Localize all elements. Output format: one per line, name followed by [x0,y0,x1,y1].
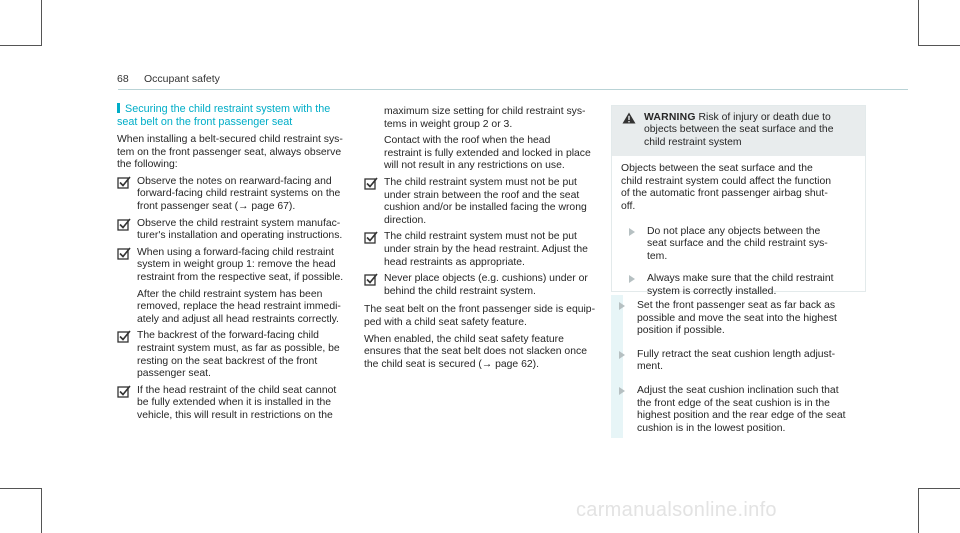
text-line: When installing a belt-secured child restraint sys- [117,134,343,145]
text-line: system in weight group 1: remove the head [137,259,336,271]
heading-marker [117,103,120,113]
text-line: Do not place any objects between the [647,225,821,237]
text-line: under strain between the roof and the seat [384,189,580,201]
continued-text [364,106,596,173]
text-line: Always make sure that the child restraint [647,273,834,285]
text-line: turer's installation and operating instructions. [137,230,343,242]
text-line: ped with a child seat safety feature. [364,316,527,328]
intro-paragraph [117,134,349,172]
warning-triangle-icon [622,112,636,124]
text-line: passenger seat. [137,368,211,380]
text-line: cushion is in the lowest position. [637,422,786,434]
text-line: child restraint system could affect the function [621,175,832,187]
text-line: tem. [647,250,668,262]
warning-label: WARNING [644,112,696,123]
text-line: of the automatic front passenger airbag shut- [621,188,828,200]
checkbox-checked-icon [117,247,131,260]
checkbox-checked-icon [117,385,131,398]
checkbox-checked-icon [364,177,378,190]
warning-bullet [621,273,857,298]
text-line: restraint system must, as far as possible, be [137,342,340,354]
text-line: Adjust the seat cushion inclination such that [637,384,839,396]
text-line[interactable]: the child seat is secured (→ page 62). [364,358,540,370]
checkbox-checked-icon [364,273,378,286]
text-line: The seat belt on the front passenger side is equip- [364,304,596,316]
action-step [611,300,871,338]
action-step [611,349,871,374]
text-line: off. [621,201,636,212]
text-line: seat surface and the child restraint sys- [647,238,828,250]
warning-body [612,156,865,298]
crop-mark [0,488,42,489]
crop-mark [0,45,42,46]
action-step [611,385,871,435]
section-heading-text: Securing the child restraint system with the seat belt on the front passenger seat [117,103,331,128]
text-line: head restraints as appropriate. [384,256,525,268]
text-line: restraint is fully extended and locked in place [384,147,591,159]
text-line: Set the front passenger seat as far back as [637,300,836,311]
crop-mark [918,488,960,489]
page-number: 68 [117,73,129,85]
text-line: maximum size setting for child restraint sys- [384,106,586,117]
text-line: under strain by the head restraint. Adjust the [384,243,588,255]
section-heading [117,103,349,129]
checkbox-checked-icon [117,218,131,231]
crop-mark [918,488,919,533]
text-line: Fully retract the seat cushion length adjust- [637,348,836,360]
action-arrow-icon [629,275,635,283]
text-line: removed, replace the head restraint immedi- [137,301,341,313]
text-line: ately and adjust all head restraints correctly. [137,313,339,325]
text-line: the following: [117,159,178,171]
checkbox-checked-icon [117,330,131,343]
paragraph [364,304,596,329]
text-line: ensures that the seat belt does not slacken once [364,346,587,358]
text-line: tem on the front passenger seat, always observe [117,146,342,158]
action-arrow-icon [619,351,625,359]
text-line: After the child restraint system has been [137,288,323,300]
crop-mark [918,45,960,46]
checkbox-checked-icon [117,176,131,189]
text-line: When using a forward-facing child restraint [137,246,334,258]
text-line: cushion and/or be installed facing the wrong [384,202,587,214]
text-line: Objects between the seat surface and the [621,163,813,175]
text-line: the front edge of the seat cushion is in the [637,397,830,409]
text-line: If the head restraint of the child seat cannot [137,384,337,396]
column-2 [364,106,596,371]
text-line: forward-facing child restraint systems on the [137,188,341,200]
text-line: The backrest of the forward-facing child [137,330,319,342]
text-line: possible and move the seat into the highest [637,312,837,324]
text-line: Never place objects (e.g. cushions) under or [384,273,588,285]
text-line: restraint from the respective seat, if possible. [137,271,344,283]
checklist-item [364,273,596,298]
warning-box [611,105,866,297]
section-title: Occupant safety [144,73,220,85]
watermark: carmanualsonline.info [576,499,777,521]
crop-mark [41,488,42,533]
text-line: highest position and the rear edge of the seat [637,410,846,422]
checklist-item [117,176,349,214]
text-line: behind the child restraint system. [384,285,536,297]
warning-title: child restraint system [644,136,742,148]
checklist-item [117,385,349,423]
text-line: vehicle, this will result in restrictions on the [137,409,333,421]
crop-mark [918,0,919,46]
checklist-item [364,231,596,269]
column-1 [117,103,349,422]
text-line: Contact with the roof when the head [384,135,551,147]
text-line: will not result in any restrictions on use. [384,160,565,172]
action-arrow-icon [629,228,635,236]
warning-title: Risk of injury or death due to [698,112,831,123]
header-rule [118,89,908,90]
text-line[interactable]: front passenger seat (→ page 67). [137,200,296,212]
checklist-item [364,177,596,227]
text-line: Observe the notes on rearward-facing and [137,175,332,187]
checklist-item [117,330,349,380]
text-line: The child restraint system must not be put [384,231,577,243]
warning-bullet [621,226,857,264]
text-line: When enabled, the child seat safety feature [364,333,564,345]
text-line: Observe the child restraint system manufac- [137,217,341,229]
warning-title: objects between the seat surface and the [644,124,834,136]
text-line: resting on the seat backrest of the front [137,355,318,367]
text-line: be fully extended when it is installed in the [137,397,332,409]
checkbox-checked-icon [364,231,378,244]
action-arrow-icon [619,302,625,310]
text-line: The child restraint system must not be put [384,176,577,188]
crop-mark [41,0,42,46]
text-line: direction. [384,214,427,226]
text-line: tems in weight group 2 or 3. [384,118,513,130]
paragraph [364,334,596,372]
warning-header [612,106,865,156]
text-line: position if possible. [637,325,725,337]
checklist-item [117,247,349,327]
action-steps [611,300,871,435]
text-line: ment. [637,361,663,373]
text-line: system is correctly installed. [647,285,777,297]
checklist-item [117,218,349,243]
action-arrow-icon [619,387,625,395]
